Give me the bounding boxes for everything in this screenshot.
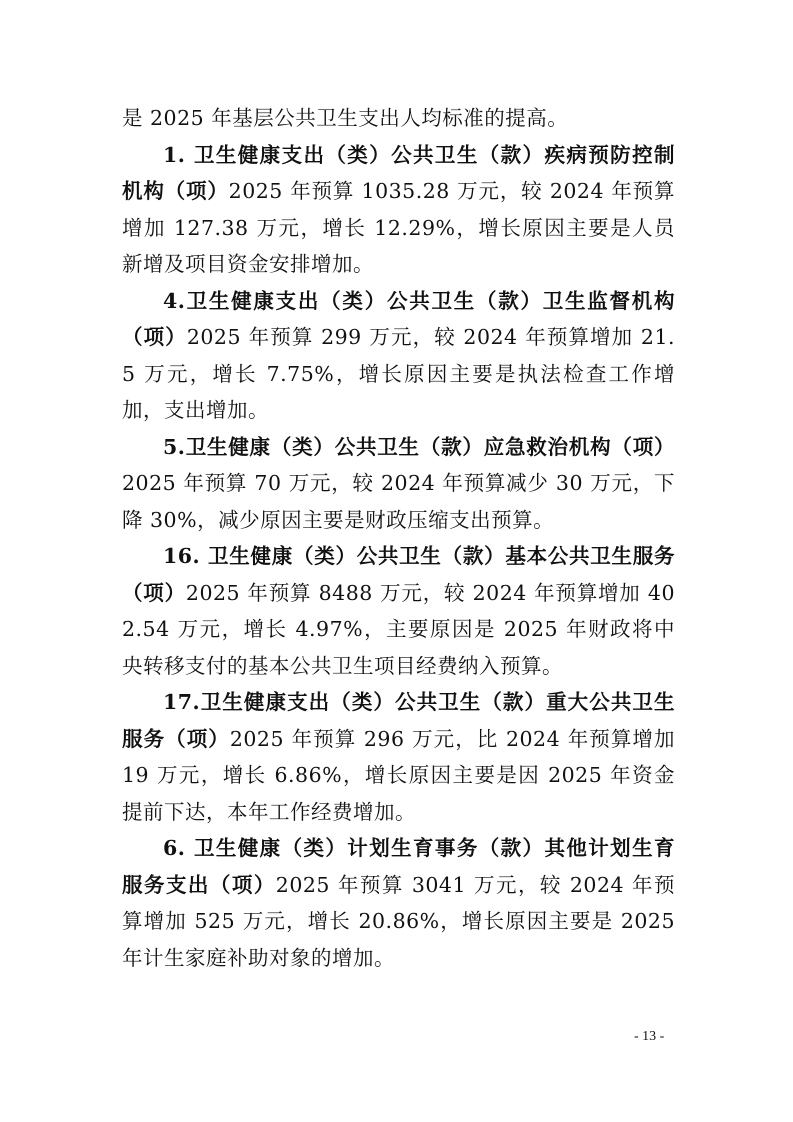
paragraph-continuation	[122, 100, 675, 137]
paragraph-item-6	[122, 830, 675, 976]
page-number: - 13 -	[634, 1029, 665, 1044]
paragraph-body: 2025 年预算 299 万元，较 2024 年预算增加 21.5 万元，增长 7.75%，增长原因主要是执法检查工作增加，支出增加。	[122, 325, 676, 422]
paragraph-item-1	[122, 137, 675, 283]
paragraph-heading: 4.卫生健康支出（类）公共卫生（款）卫生监督机构（项）	[122, 288, 675, 349]
paragraph-heading: 1. 卫生健康支出（类）公共卫生（款）疾病预防控制机构（项）	[122, 142, 675, 203]
paragraph-heading: 16. 卫生健康（类）公共卫生（款）基本公共卫生服务（项）	[122, 544, 675, 605]
paragraph-body: 2025 年预算 296 万元，比 2024 年预算增加 19 万元，增长 6.86%，增长原因主要是因 2025 年资金提前下达，本年工作经费增加。	[122, 726, 675, 824]
paragraph-body: 2025 年预算 3041 万元，较 2024 年预算增加 525 万元，增长 20.86%，增长原因主要是 2025 年计生家庭补助对象的增加。	[122, 872, 675, 970]
paragraph-body: 2025 年预算 8488 万元，较 2024 年预算增加 402.54 万元，增长 4.97%，主要原因是 2025 年财政将中央转移支付的基本公共卫生项目经费纳入预算。	[122, 580, 675, 678]
paragraph-heading: 17.卫生健康支出（类）公共卫生（款）重大公共卫生服务（项）	[122, 690, 675, 751]
paragraph-item-16	[122, 538, 675, 684]
paragraph-body: 2025 年预算 70 万元，较 2024 年预算减少 30 万元，下降 30%，减少原因主要是财政压缩支出预算。	[122, 471, 675, 532]
paragraph-heading: 6. 卫生健康（类）计划生育事务（款）其他计划生育服务支出（项）	[122, 836, 675, 897]
paragraph-item-4	[122, 283, 675, 429]
paragraph-heading: 5.卫生健康（类）公共卫生（款）应急救治机构（项）	[163, 434, 675, 459]
paragraph-item-17	[122, 684, 675, 830]
paragraph-body: 是 2025 年基层公共卫生支出人均标准的提高。	[122, 106, 569, 130]
paragraph-item-5	[122, 429, 675, 539]
document-body	[122, 100, 675, 976]
paragraph-body: 2025 年预算 1035.28 万元，较 2024 年预算增加 127.38 万元，增长 12.29%，增长原因主要是人员新增及项目资金安排增加。	[122, 179, 676, 276]
